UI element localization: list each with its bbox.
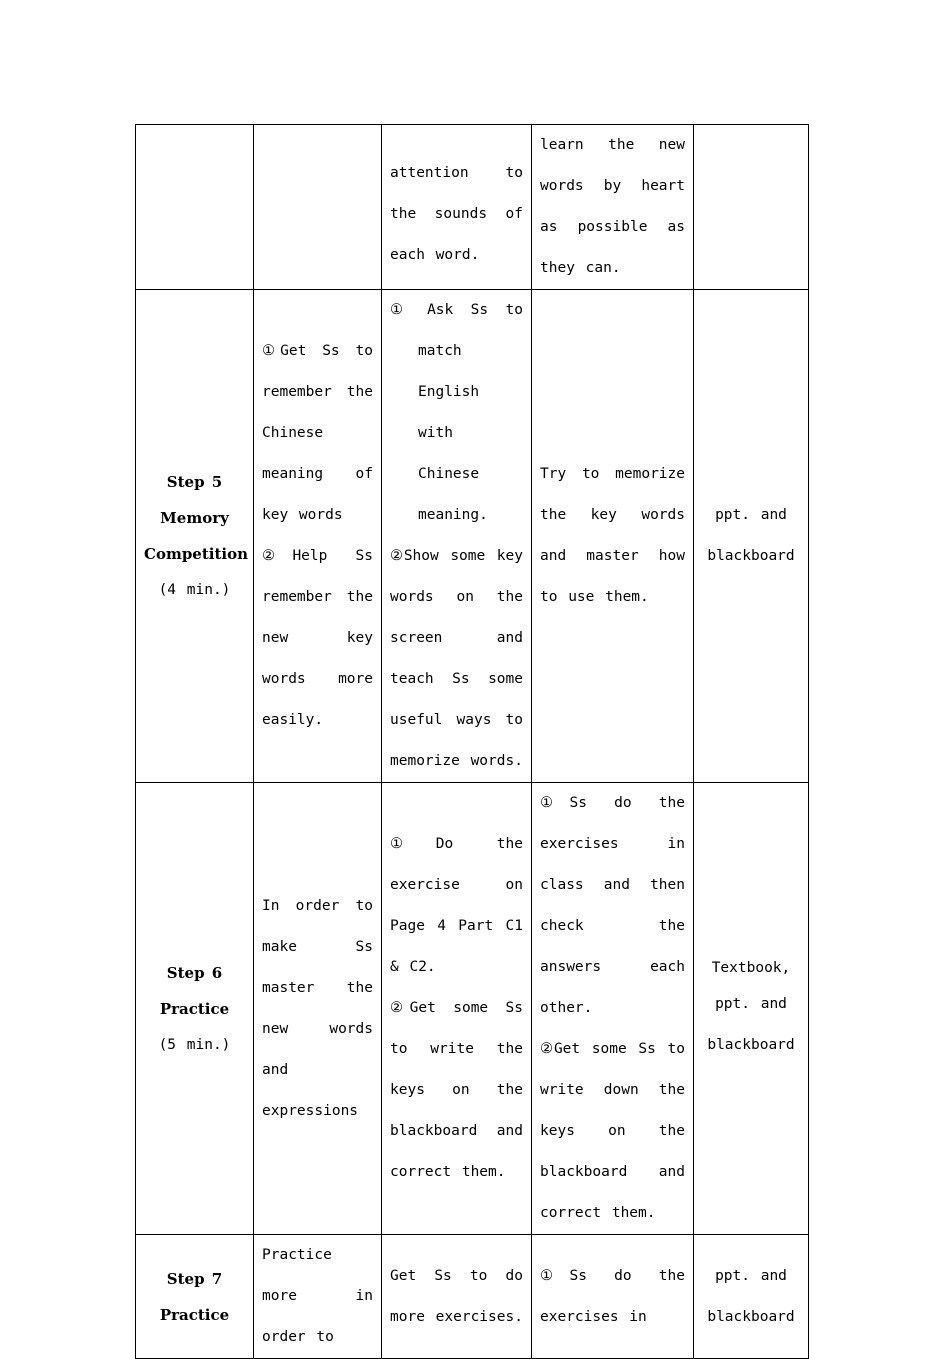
teaching-aids-text: ppt. and	[715, 995, 787, 1012]
step-cell	[136, 1235, 254, 1359]
table-row	[136, 1235, 809, 1359]
step-cell	[136, 783, 254, 1235]
lesson-plan-table	[135, 124, 809, 1359]
purpose-text: ①Get Ss to remember the Chinese meaning of key words	[262, 343, 373, 523]
purpose-text: Practice more in order to	[262, 1247, 373, 1345]
step-title: Step 5	[166, 473, 223, 491]
teaching-aids-cell	[694, 1235, 809, 1359]
student-activity-text: ①Ss do the exercises in	[540, 1267, 685, 1325]
table-row	[136, 783, 809, 1235]
teaching-aids-cell	[694, 783, 809, 1235]
teaching-aids-text: ppt. and blackboard	[707, 507, 795, 564]
step-title: Step 7	[166, 1269, 223, 1288]
table-row	[136, 290, 809, 783]
teacher-activity-text: attention to the sounds of each word.	[390, 164, 523, 263]
student-activity-cell	[532, 290, 694, 783]
teaching-aids-text: blackboard	[707, 1036, 795, 1053]
student-activity-text: ①Ss do the exercises in class and then check the answers each other.	[540, 795, 685, 1016]
teacher-activity-text: ① Ask Ss to match English with Chinese meaning.	[390, 302, 523, 523]
teaching-aids-text: Textbook,	[711, 959, 791, 976]
teaching-aids-cell	[694, 125, 809, 290]
step-time: (4 min.)	[158, 582, 231, 598]
purpose-text: In order to make Ss master the new words and expressions	[262, 897, 373, 1119]
student-activity-cell	[532, 1235, 694, 1359]
step-title: Step 6	[166, 963, 223, 982]
teacher-activity-cell	[382, 783, 532, 1235]
student-activity-text: Try to memorize the key words and master how to use them.	[540, 466, 685, 605]
teacher-activity-cell	[382, 1235, 532, 1359]
purpose-cell	[254, 290, 382, 783]
teacher-activity-cell	[382, 125, 532, 290]
purpose-cell	[254, 783, 382, 1235]
student-activity-text: ②Get some Ss to write down the keys on the blackboard and correct them.	[540, 1041, 685, 1221]
step-cell	[136, 290, 254, 783]
student-activity-text: learn the new words by heart as possible as they can.	[540, 137, 685, 276]
purpose-cell	[254, 125, 382, 290]
step-cell	[136, 125, 254, 290]
step-subtitle: Practice	[159, 1305, 230, 1324]
teacher-activity-text: ②Get some Ss to write the keys on the blackboard and correct them.	[390, 1000, 523, 1180]
table-row	[136, 125, 809, 290]
step-subtitle: Practice	[159, 999, 230, 1018]
teacher-activity-text: ①Do the exercise on Page 4 Part C1 & C2.	[390, 836, 523, 975]
purpose-text: ②Help Ss remember the new key words more easily.	[262, 548, 373, 728]
teaching-aids-text: ppt. and blackboard	[707, 1267, 795, 1325]
student-activity-cell	[532, 783, 694, 1235]
teaching-aids-cell	[694, 290, 809, 783]
student-activity-cell	[532, 125, 694, 290]
step-subtitle: Memory Competition	[144, 509, 249, 563]
step-time: (5 min.)	[158, 1036, 231, 1053]
purpose-cell	[254, 1235, 382, 1359]
teacher-activity-text: ②Show some key words on the screen and teach Ss some useful ways to memorize words.	[390, 548, 523, 769]
teacher-activity-text: Get Ss to do more exercises.	[390, 1267, 523, 1325]
teacher-activity-cell	[382, 290, 532, 783]
